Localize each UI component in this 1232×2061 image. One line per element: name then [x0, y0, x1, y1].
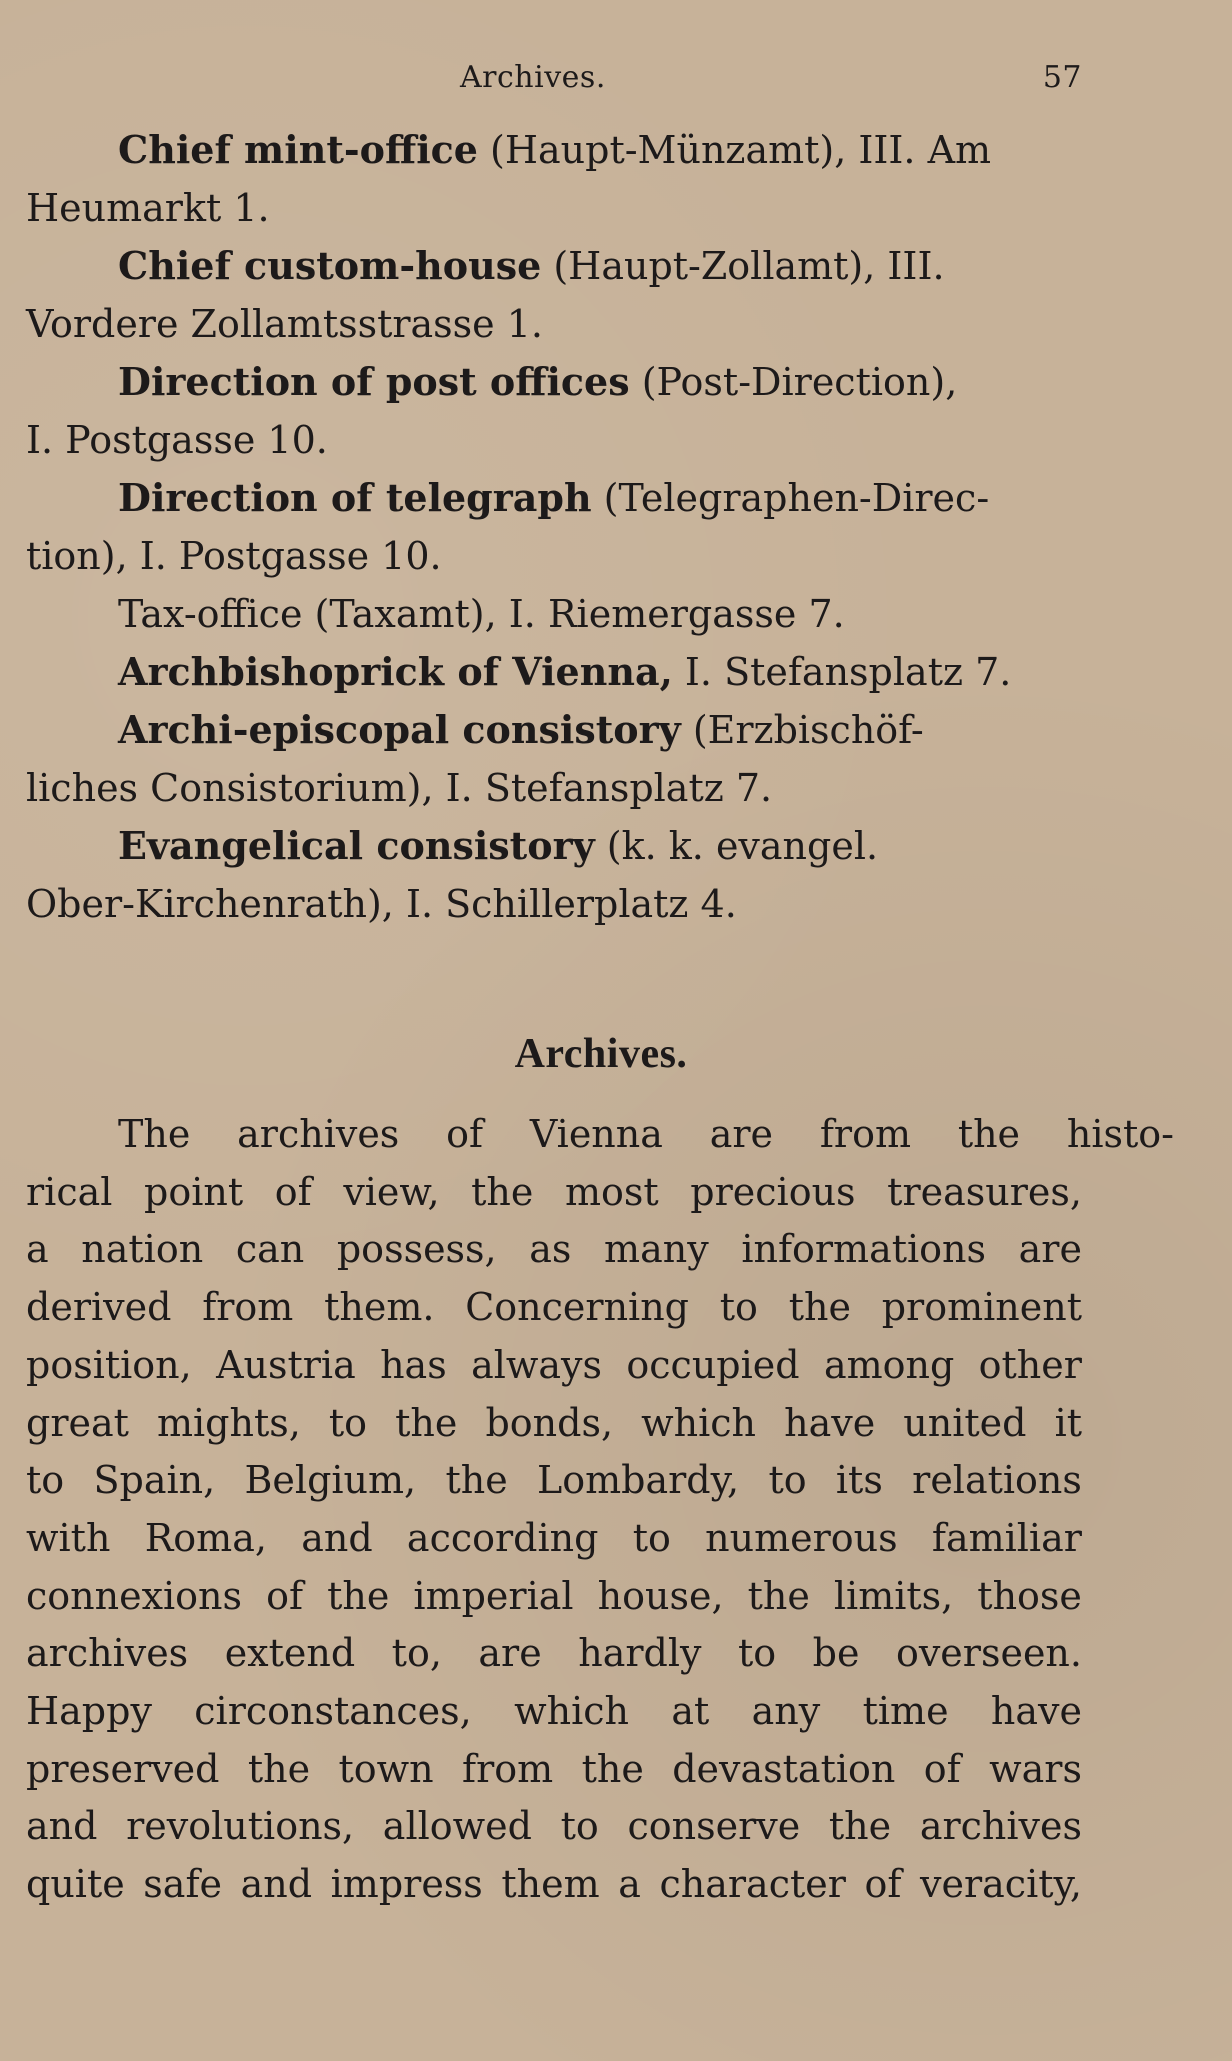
- word: the: [247, 1747, 311, 1791]
- entry-address: Heumarkt 1.: [26, 186, 270, 230]
- word: among: [823, 1343, 955, 1387]
- entry-address: tion), I. Postgasse 10.: [26, 534, 442, 578]
- entry-name: Archi-episcopal consistory: [118, 707, 681, 752]
- word: possess,: [336, 1227, 497, 1271]
- section-heading-text: Archives.: [514, 1031, 688, 1077]
- entry-name: Chief mint-office: [118, 127, 478, 172]
- entry-line: [26, 360, 1174, 404]
- entry-detail: Tax-office (Taxamt), I. Riemergasse 7.: [118, 592, 845, 636]
- entry-name: Direction of telegraph: [118, 475, 592, 520]
- word: at: [671, 1689, 710, 1733]
- word: position,: [26, 1343, 192, 1387]
- word: to: [737, 1631, 777, 1675]
- word: which: [641, 1401, 757, 1445]
- body-line: [26, 1343, 1082, 1387]
- entry-address: I. Postgasse 10.: [26, 418, 328, 462]
- word: Vienna: [529, 1112, 663, 1156]
- word: preserved: [26, 1747, 220, 1791]
- word: wars: [989, 1747, 1082, 1791]
- entry-continuation: [26, 534, 1082, 578]
- word: the: [747, 1574, 810, 1618]
- word: point: [144, 1170, 244, 1214]
- word: the: [788, 1285, 851, 1329]
- word: time: [862, 1689, 949, 1733]
- word: revolutions,: [126, 1804, 355, 1848]
- entry-continuation: [26, 766, 1082, 810]
- word: from: [462, 1747, 554, 1791]
- word: precious: [690, 1170, 856, 1214]
- entry-detail: (k. k. evangel.: [594, 824, 879, 868]
- word: the: [581, 1747, 644, 1791]
- body-line: [26, 1112, 1174, 1156]
- entry-address: Ober-Kirchenrath), I. Schillerplatz 4.: [26, 882, 737, 926]
- entry-line: [26, 244, 1174, 288]
- word: archives: [237, 1112, 400, 1156]
- word: to: [328, 1401, 368, 1445]
- word: as: [529, 1227, 572, 1271]
- running-head: [28, 60, 1082, 95]
- word: them: [501, 1862, 600, 1906]
- word: connexions: [26, 1574, 243, 1618]
- entry-detail: (Haupt-Zollamt), III.: [541, 244, 945, 288]
- word: the: [327, 1574, 390, 1618]
- body-line: [26, 1458, 1082, 1502]
- word: to: [768, 1458, 807, 1502]
- entry-name: Chief custom-house: [118, 243, 542, 288]
- word: safe: [143, 1862, 223, 1906]
- word: the: [471, 1170, 534, 1214]
- word: the: [395, 1401, 458, 1445]
- word: extend: [224, 1631, 356, 1675]
- entry-name: Archbishoprick of Vienna,: [118, 649, 673, 694]
- word: have: [784, 1401, 876, 1445]
- word: other: [978, 1343, 1082, 1387]
- word: to,: [391, 1631, 442, 1675]
- word: are: [1018, 1227, 1082, 1271]
- word: impress: [330, 1862, 483, 1906]
- word: Belgium,: [244, 1458, 417, 1502]
- running-title: Archives.: [460, 60, 606, 95]
- word: those: [977, 1574, 1082, 1618]
- word: hardly: [578, 1631, 702, 1675]
- body-line: [26, 1170, 1082, 1214]
- word: of: [266, 1574, 304, 1618]
- word: great: [26, 1401, 129, 1445]
- word: Concerning: [465, 1285, 690, 1329]
- word: treasures,: [887, 1170, 1082, 1214]
- word: and: [240, 1862, 313, 1906]
- word: of: [274, 1170, 312, 1214]
- word: circonstances,: [194, 1689, 472, 1733]
- word: The: [118, 1112, 191, 1156]
- word: any: [751, 1689, 821, 1733]
- word: nation: [81, 1227, 204, 1271]
- entry-line: [26, 824, 1174, 868]
- word: character: [659, 1862, 846, 1906]
- word: of: [446, 1112, 484, 1156]
- word: overseen.: [895, 1631, 1082, 1675]
- word: have: [990, 1689, 1082, 1733]
- word: mights,: [156, 1401, 301, 1445]
- body-line: [26, 1689, 1082, 1733]
- word: occupied: [626, 1343, 800, 1387]
- word: from: [819, 1112, 911, 1156]
- word: Lombardy,: [537, 1458, 740, 1502]
- word: most: [564, 1170, 659, 1214]
- word: can: [235, 1227, 305, 1271]
- word: archives: [26, 1631, 189, 1675]
- entry-continuation: [26, 302, 1082, 346]
- word: the: [445, 1458, 508, 1502]
- word: with: [26, 1516, 111, 1560]
- entry-continuation: [26, 882, 1082, 926]
- word: to: [719, 1285, 758, 1329]
- word: derived: [26, 1285, 172, 1329]
- word: rical: [26, 1170, 113, 1214]
- entry-detail: (Telegraphen-Direc-: [591, 476, 990, 520]
- word: has: [380, 1343, 447, 1387]
- word: quite: [26, 1862, 125, 1906]
- word: according: [406, 1516, 599, 1560]
- word: devastation: [672, 1747, 896, 1791]
- entry-detail: I. Stefansplatz 7.: [672, 650, 1012, 694]
- word: numerous: [705, 1516, 898, 1560]
- word: conserve: [627, 1804, 801, 1848]
- word: histo-: [1066, 1112, 1174, 1156]
- word: of: [864, 1862, 902, 1906]
- word: veracity,: [920, 1862, 1082, 1906]
- word: bonds,: [485, 1401, 614, 1445]
- word: town: [338, 1747, 434, 1791]
- word: relations: [912, 1458, 1082, 1502]
- word: many: [604, 1227, 709, 1271]
- entry-detail: (Post-Direction),: [629, 360, 958, 404]
- entry-address: liches Consistorium), I. Stefansplatz 7.: [26, 766, 773, 810]
- word: Happy: [26, 1689, 152, 1733]
- entry-line: [26, 128, 1174, 172]
- word: prominent: [881, 1285, 1082, 1329]
- word: and: [26, 1804, 98, 1848]
- body-line: [26, 1227, 1082, 1271]
- word: from: [202, 1285, 294, 1329]
- word: are: [709, 1112, 774, 1156]
- word: always: [471, 1343, 603, 1387]
- body-line: [26, 1401, 1082, 1445]
- body-line: [26, 1747, 1082, 1791]
- word: of: [923, 1747, 961, 1791]
- entry-line: [26, 650, 1174, 694]
- word: view,: [343, 1170, 440, 1214]
- entry-line: [26, 708, 1174, 752]
- word: imperial: [413, 1574, 574, 1618]
- word: the: [828, 1804, 892, 1848]
- word: it: [1054, 1401, 1082, 1445]
- word: a: [26, 1227, 49, 1271]
- body-line: [26, 1631, 1082, 1675]
- entry-detail: (Haupt-Münzamt), III. Am: [477, 128, 992, 172]
- section-heading: [0, 1030, 1232, 1078]
- body-line: [26, 1862, 1082, 1906]
- word: which: [514, 1689, 630, 1733]
- word: Austria: [216, 1343, 356, 1387]
- word: the: [957, 1112, 1021, 1156]
- word: allowed: [382, 1804, 532, 1848]
- word: its: [835, 1458, 883, 1502]
- body-line: [26, 1804, 1082, 1848]
- word: be: [812, 1631, 860, 1675]
- word: limits,: [833, 1574, 954, 1618]
- entry-name: Evangelical consistory: [118, 823, 595, 868]
- word: informations: [741, 1227, 987, 1271]
- word: Roma,: [144, 1516, 267, 1560]
- word: familiar: [931, 1516, 1082, 1560]
- word: to: [560, 1804, 599, 1848]
- entry-continuation: [26, 186, 1082, 230]
- entry-name: Direction of post offices: [118, 359, 630, 404]
- word: to: [632, 1516, 671, 1560]
- entry-line: [26, 476, 1174, 520]
- page-number: 57: [1042, 60, 1082, 95]
- word: archives: [919, 1804, 1082, 1848]
- body-line: [26, 1516, 1082, 1560]
- word: house,: [597, 1574, 724, 1618]
- word: are: [478, 1631, 542, 1675]
- word: Spain,: [93, 1458, 216, 1502]
- word: a: [618, 1862, 641, 1906]
- body-line: [26, 1285, 1082, 1329]
- body-line: [26, 1574, 1082, 1618]
- entry-detail: (Erzbischöf-: [680, 708, 924, 752]
- word: and: [301, 1516, 373, 1560]
- word: united: [903, 1401, 1027, 1445]
- entry-address: Vordere Zollamtsstrasse 1.: [26, 302, 544, 346]
- word: to: [26, 1458, 65, 1502]
- entry-line: [26, 592, 1174, 636]
- word: them.: [324, 1285, 435, 1329]
- entry-continuation: [26, 418, 1082, 462]
